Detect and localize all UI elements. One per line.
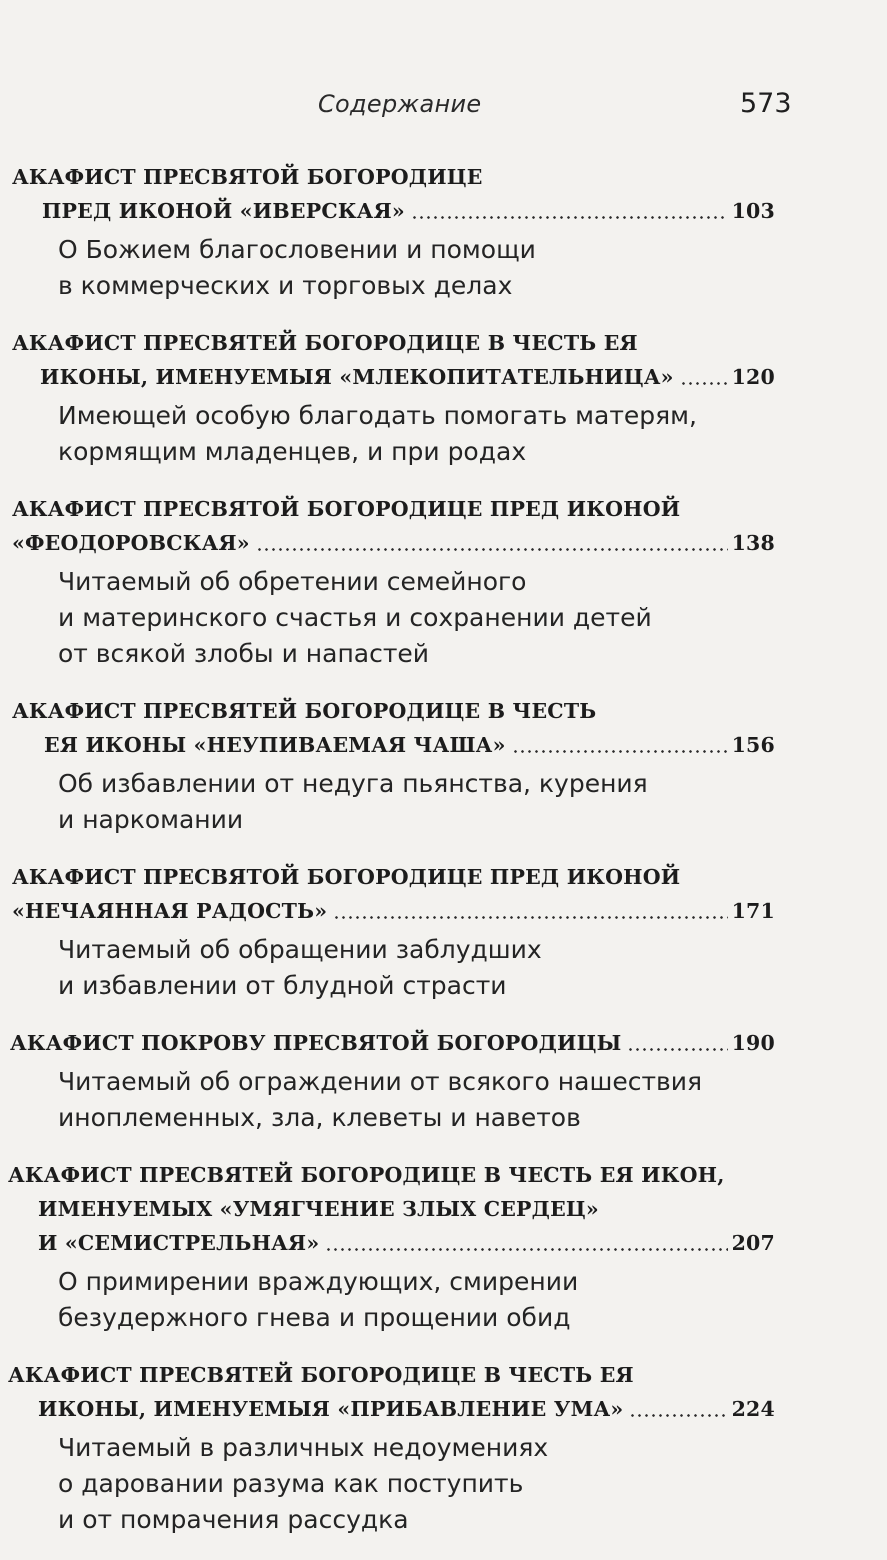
entry-title-text: «ФЕОДОРОВСКАЯ» <box>12 526 254 560</box>
entry-description <box>0 1064 887 1136</box>
description-line: и материнского счастья и сохранении детей <box>58 603 652 632</box>
toc-entry <box>0 860 887 1004</box>
entry-title-text: ПРЕД ИКОНОЙ «ИВЕРСКАЯ» <box>42 194 409 228</box>
toc-entry <box>0 1158 887 1336</box>
dot-leader <box>333 916 728 919</box>
entry-description <box>0 564 887 672</box>
dot-leader <box>680 382 728 385</box>
description-line: и наркомании <box>58 805 244 834</box>
entry-leader-line <box>0 894 887 928</box>
entry-page-number: 207 <box>731 1231 775 1255</box>
entry-description <box>0 932 887 1004</box>
toc-entry <box>0 1026 887 1136</box>
entry-title-line <box>0 1358 887 1392</box>
dot-leader <box>512 750 728 753</box>
entry-title-text: АКАФИСТ ПРЕСВЯТОЙ БОГОРОДИЦЕ ПРЕД ИКОНОЙ <box>12 497 681 521</box>
description-line: О примирении враждующих, смирении <box>58 1267 579 1296</box>
page-number: 573 <box>740 88 792 119</box>
entry-description <box>0 1264 887 1336</box>
entry-title-text: АКАФИСТ ПОКРОВУ ПРЕСВЯТОЙ БОГОРОДИЦЫ <box>10 1026 625 1060</box>
entry-title-text: АКАФИСТ ПРЕСВЯТЕЙ БОГОРОДИЦЕ В ЧЕСТЬ ЕЯ <box>8 1363 634 1387</box>
description-line: Читаемый об обращении заблудших <box>58 935 542 964</box>
entry-title-text: АКАФИСТ ПРЕСВЯТЕЙ БОГОРОДИЦЕ В ЧЕСТЬ ЕЯ <box>12 331 638 355</box>
description-line: Читаемый об обретении семейного <box>58 567 527 596</box>
toc-entry <box>0 492 887 672</box>
dot-leader <box>256 548 728 551</box>
dot-leader <box>325 1248 728 1251</box>
running-header <box>0 84 887 128</box>
description-line: Имеющей особую благодать помогать матерям, <box>58 401 697 430</box>
description-line: иноплеменных, зла, клеветы и наветов <box>58 1103 581 1132</box>
entry-page-number: 224 <box>731 1397 775 1421</box>
entry-title-text: ИКОНЫ, ИМЕНУЕМЫЯ «ПРИБАВЛЕНИЕ УМА» <box>38 1392 627 1426</box>
entry-title-line <box>0 160 887 194</box>
description-line: в коммерческих и торговых делах <box>58 271 513 300</box>
entry-leader-line <box>0 360 887 394</box>
entry-title-line <box>0 492 887 526</box>
table-of-contents <box>0 160 887 1560</box>
description-line: и от помрачения рассудка <box>58 1505 409 1534</box>
toc-entry <box>0 694 887 838</box>
entry-leader-line <box>0 526 887 560</box>
description-line: безудержного гнева и прощении обид <box>58 1303 571 1332</box>
entry-description <box>0 232 887 304</box>
description-line: Об избавлении от недуга пьянства, курения <box>58 769 648 798</box>
description-line: Читаемый в различных недоумениях <box>58 1433 549 1462</box>
entry-title-line <box>0 1192 887 1226</box>
entry-title-line <box>0 860 887 894</box>
entry-page-number: 156 <box>731 733 775 757</box>
toc-entry <box>0 326 887 470</box>
dot-leader <box>629 1414 728 1417</box>
entry-page-number: 190 <box>731 1031 775 1055</box>
description-line: о даровании разума как поступить <box>58 1469 524 1498</box>
entry-page-number: 103 <box>731 199 775 223</box>
entry-leader-line <box>0 1026 887 1060</box>
entry-description <box>0 1430 887 1538</box>
entry-leader-line <box>0 194 887 228</box>
entry-title-text: АКАФИСТ ПРЕСВЯТОЙ БОГОРОДИЦЕ <box>12 165 483 189</box>
description-line: и избавлении от блудной страсти <box>58 971 507 1000</box>
entry-leader-line <box>0 1226 887 1260</box>
entry-title-text: «НЕЧАЯННАЯ РАДОСТЬ» <box>12 894 331 928</box>
entry-leader-line <box>0 728 887 762</box>
entry-title-text: И «СЕМИСТРЕЛЬНАЯ» <box>38 1226 323 1260</box>
description-line: от всякой злобы и напастей <box>58 639 430 668</box>
entry-description <box>0 398 887 470</box>
toc-entry <box>0 1358 887 1538</box>
dot-leader <box>627 1048 728 1051</box>
entry-title-text: ИМЕНУЕМЫХ «УМЯГЧЕНИЕ ЗЛЫХ СЕРДЕЦ» <box>38 1197 599 1221</box>
description-line: Читаемый об ограждении от всякого нашествия <box>58 1067 703 1096</box>
entry-title-text: ЕЯ ИКОНЫ «НЕУПИВАЕМАЯ ЧАША» <box>44 728 510 762</box>
entry-title-text: АКАФИСТ ПРЕСВЯТЕЙ БОГОРОДИЦЕ В ЧЕСТЬ ЕЯ ИКОН, <box>8 1163 725 1187</box>
entry-title-line <box>0 694 887 728</box>
entry-page-number: 171 <box>731 899 775 923</box>
dot-leader <box>411 216 728 219</box>
entry-title-text: АКАФИСТ ПРЕСВЯТЕЙ БОГОРОДИЦЕ В ЧЕСТЬ <box>12 699 597 723</box>
entry-title-line <box>0 1158 887 1192</box>
entry-title-text: АКАФИСТ ПРЕСВЯТОЙ БОГОРОДИЦЕ ПРЕД ИКОНОЙ <box>12 865 681 889</box>
entry-leader-line <box>0 1392 887 1426</box>
description-line: кормящим младенцев, и при родах <box>58 437 527 466</box>
entry-title-text: ИКОНЫ, ИМЕНУЕМЫЯ «МЛЕКОПИТАТЕЛЬНИЦА» <box>40 360 678 394</box>
entry-title-line <box>0 326 887 360</box>
section-title: Содержание <box>318 90 482 118</box>
toc-entry <box>0 160 887 304</box>
entry-page-number: 138 <box>731 531 775 555</box>
entry-page-number: 120 <box>731 365 775 389</box>
description-line: О Божием благословении и помощи <box>58 235 536 264</box>
entry-description <box>0 766 887 838</box>
